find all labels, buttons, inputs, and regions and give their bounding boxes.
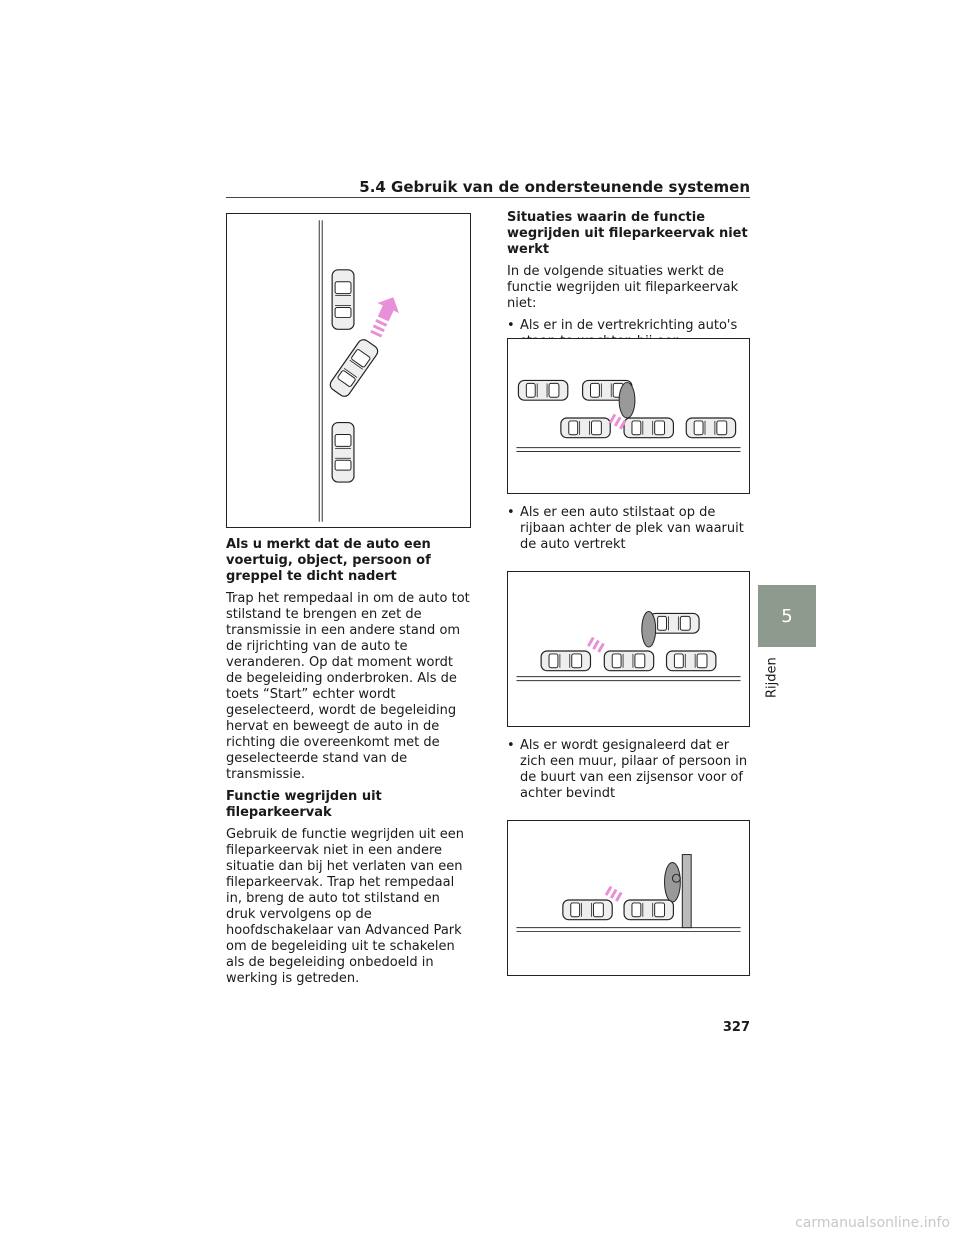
bullet-text: Als er wordt gesignaleerd dat er zich een muur, pilaar of persoon in de buurt van een zijsensor voor of achter bevindt — [520, 738, 748, 801]
figure-parking-exit — [226, 213, 471, 528]
bullet-text: Als er een auto stilstaat op de rijbaan achter de plek van waaruit de auto vertrekt — [520, 505, 744, 552]
paragraph-exit-function: Gebruik de functie wegrijden uit een fileparkeervak niet in een andere situatie dan bij het verlaten van een fileparkeervak. Trap het rempedaal in, breng de auto tot stilstand en druk vervolgens op de hoofdschakelaar van Advanced Park om de begeleiding uit te schakelen als de begeleiding onbedoeld in werking is getreden. — [226, 827, 464, 986]
direction-arrow — [605, 886, 623, 902]
heading-too-close: Als u merkt dat de auto een voertuig, object, persoon of greppel te dicht nadert — [226, 537, 431, 584]
parked-car — [518, 380, 567, 400]
paragraph-intro: In de volgende situaties werkt de functie wegrijden uit fileparkeervak niet: — [507, 264, 739, 311]
direction-arrow — [365, 292, 404, 340]
bullet-text: Als er in de vertrekrichting auto's — [520, 318, 738, 333]
stopped-car — [650, 613, 699, 633]
heading-not-working: Situaties waarin de functie wegrijden uit fileparkeervak niet werkt — [507, 210, 748, 257]
bullet-block-2 — [507, 505, 750, 559]
parked-car — [563, 900, 612, 920]
parked-car-front — [332, 270, 354, 330]
bullet-item — [507, 505, 750, 553]
watermark: carmanualsonline.info — [795, 1215, 950, 1231]
bullet-item — [507, 738, 750, 802]
waiting-car — [686, 418, 735, 438]
figure-wall-near-sensor — [507, 820, 750, 976]
bullet-block-3 — [507, 738, 750, 808]
exiting-car — [624, 900, 673, 920]
wall — [682, 855, 691, 928]
exiting-car — [328, 337, 380, 398]
waiting-car — [561, 418, 610, 438]
bullet-mark: • — [507, 505, 515, 520]
exiting-car — [624, 418, 673, 438]
exiting-car — [604, 651, 653, 671]
direction-arrow — [587, 637, 605, 653]
page-number: 327 — [722, 1020, 750, 1035]
parked-car-rear — [332, 423, 354, 483]
header-divider — [226, 197, 750, 198]
figure-traffic-light-queue — [507, 338, 750, 494]
paragraph-brake: Trap het rempedaal in om de auto tot stilstand te brengen en zet de transmissie in een andere stand om de rijrichting van de auto te veranderen. Op dat moment wordt de begeleiding onderbroken. Als de toets “Start” echter wordt geselecteerd, wordt de begeleiding hervat en beweegt de auto in de richting die overeenkomt met de geselecteerde stand van de transmissie. — [226, 591, 470, 782]
bullet-mark: • — [507, 318, 515, 333]
chapter-label: Rijden — [764, 657, 780, 699]
figure-car-behind — [507, 571, 750, 727]
parked-car — [541, 651, 590, 671]
section-header: 5.4 Gebruik van de ondersteunende systemen — [359, 178, 750, 196]
heading-exit-function: Functie wegrijden uit fileparkeervak — [226, 789, 382, 820]
parked-car — [667, 651, 716, 671]
bullet-mark: • — [507, 738, 515, 753]
chapter-tab: 5 — [758, 585, 816, 647]
left-column — [226, 537, 472, 993]
